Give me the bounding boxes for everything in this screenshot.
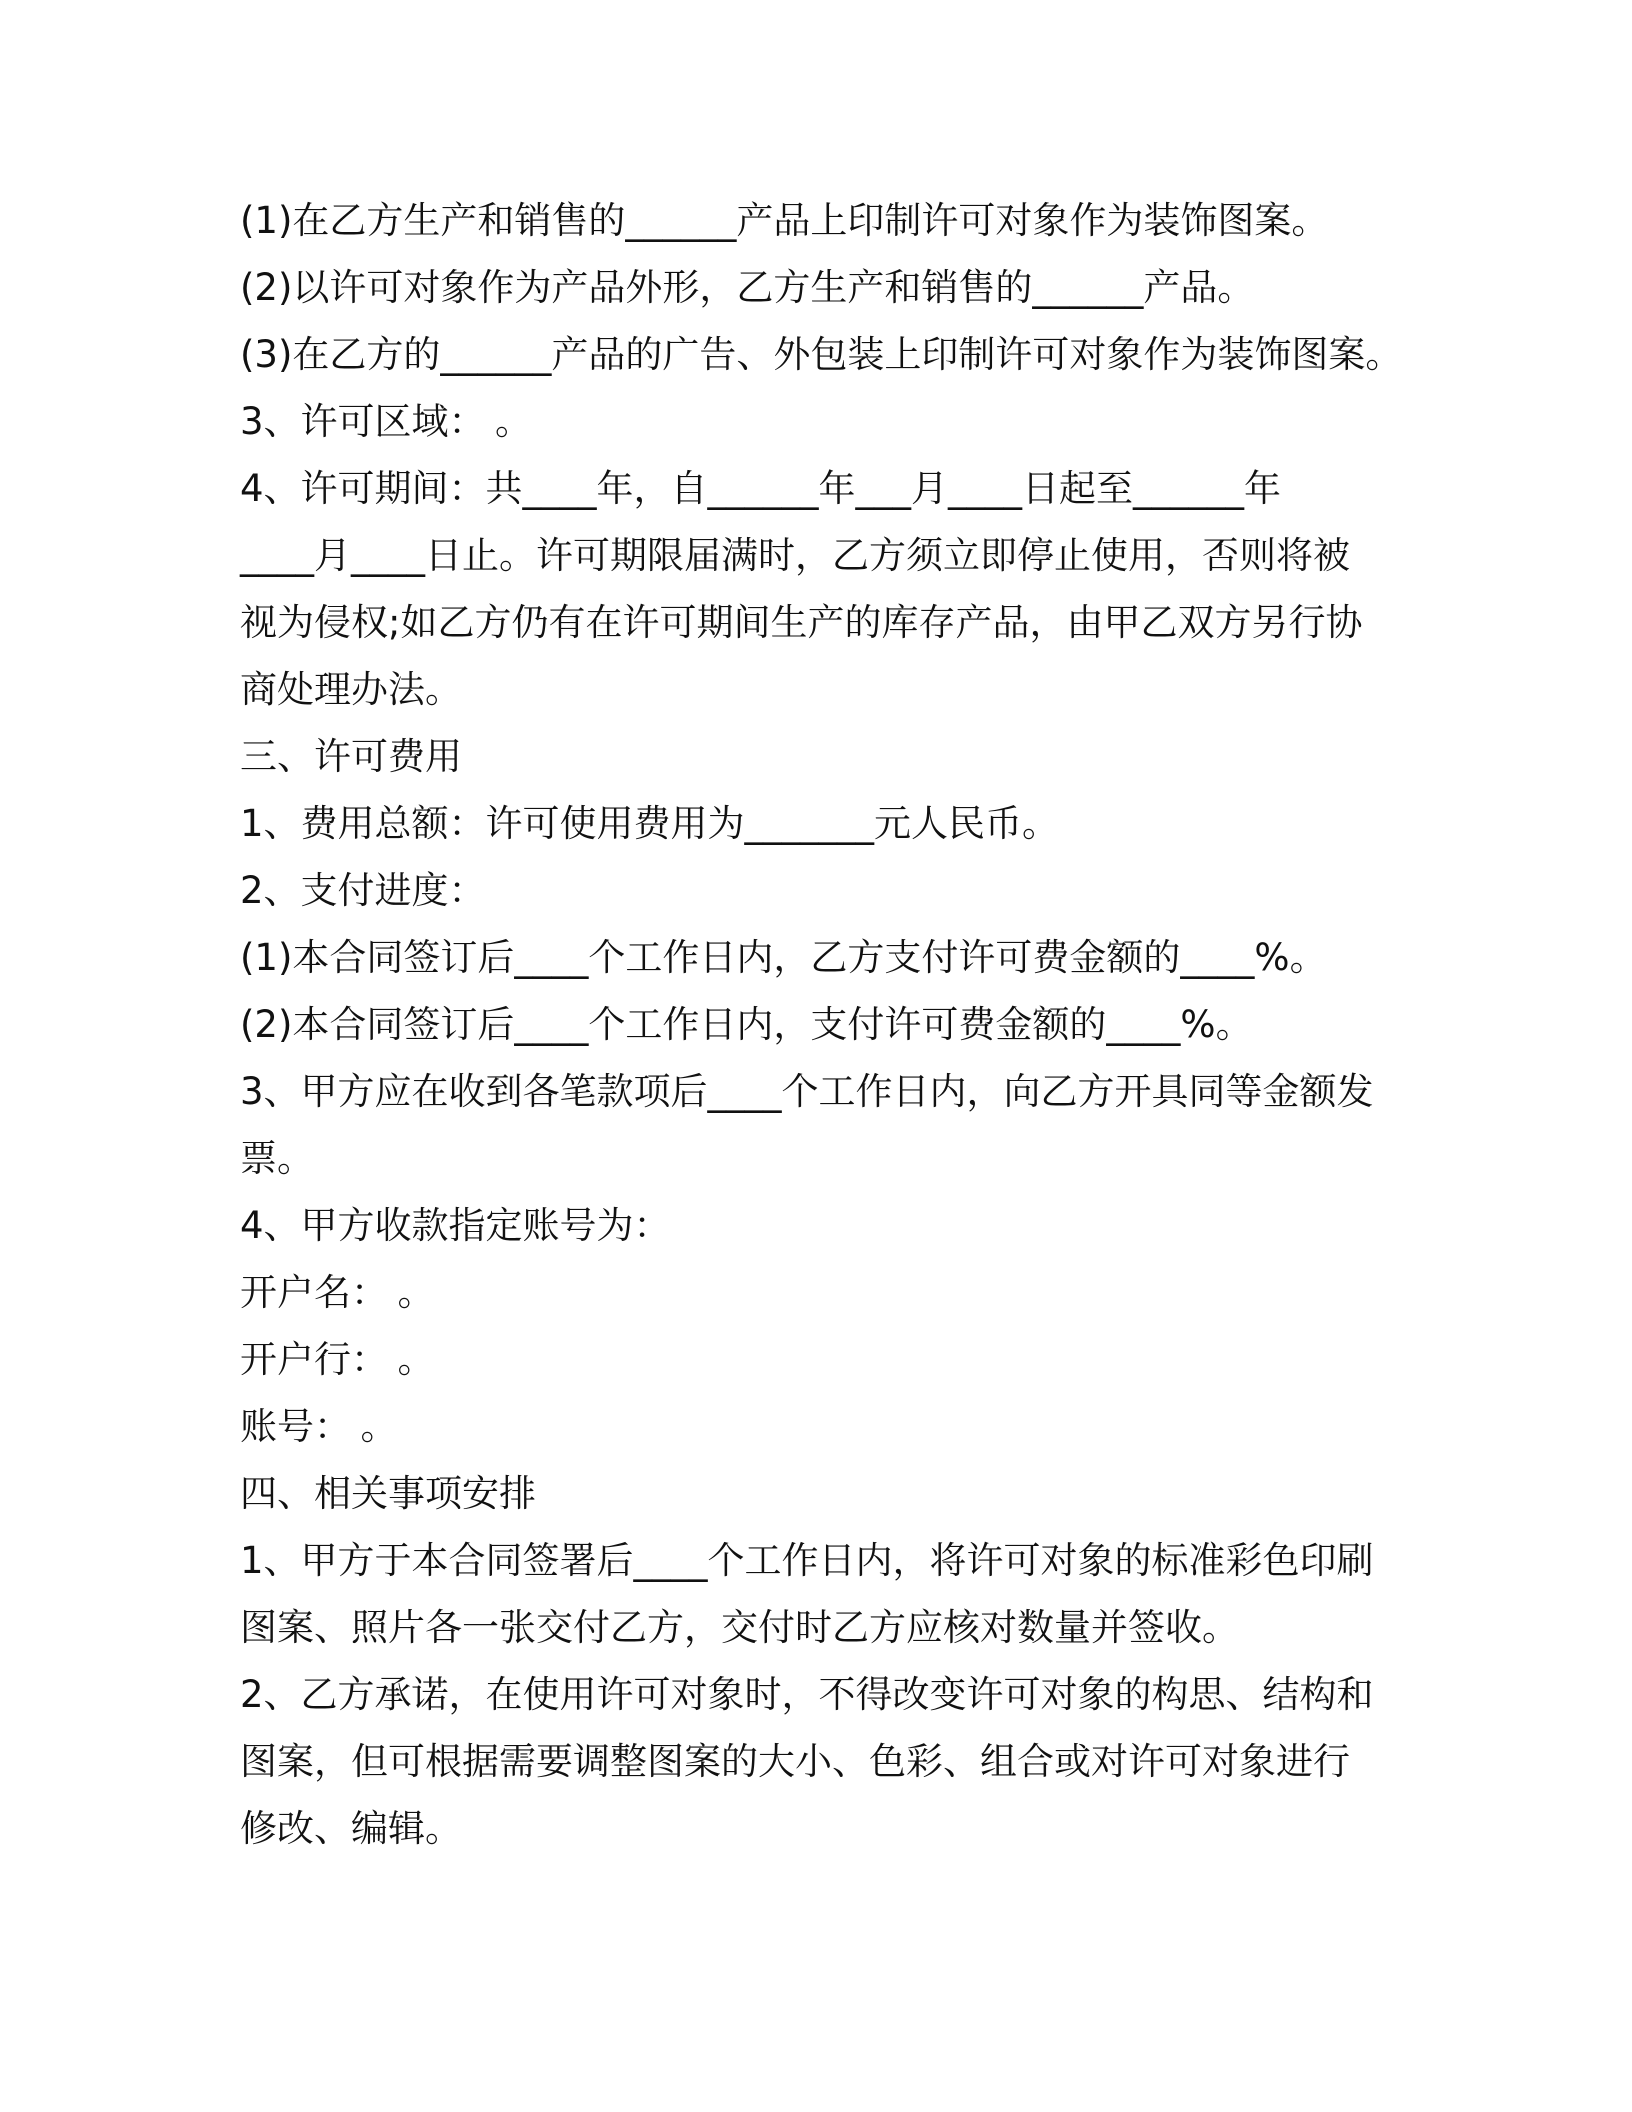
section-heading-fees: [240, 723, 1400, 790]
matters-text: 修改、编辑。: [240, 1807, 462, 1850]
account-name-line: [240, 1259, 1400, 1326]
period-line: [240, 656, 1400, 723]
clause-line: [240, 321, 1403, 388]
period-line: [240, 589, 1400, 656]
account-bank-label: 开户行：: [240, 1338, 370, 1381]
fee-text: 3、甲方应在收到各笔款项后____个工作日内，向乙方开具同等金额发: [240, 1070, 1374, 1113]
fee-line: [240, 1125, 1400, 1192]
heading-text: 三、许可费用: [240, 735, 462, 778]
matters-line: [240, 1594, 1400, 1661]
fee-text: 票。: [240, 1137, 314, 1180]
clause-text: (3)在乙方的______产品的广告、外包装上印制许可对象作为装饰图案。: [240, 333, 1403, 376]
period-line: [240, 455, 1400, 522]
clause-text: (2)以许可对象作为产品外形，乙方生产和销售的______产品。: [240, 266, 1255, 309]
matters-line: [240, 1661, 1400, 1728]
period-line: [240, 522, 1400, 589]
account-number-end: 。: [360, 1405, 398, 1448]
period-text: 4、许可期间：共____年，自______年___月____日起至______年: [240, 467, 1282, 510]
region-line: [240, 388, 1400, 455]
fee-line: [240, 1058, 1400, 1125]
clause-line: [240, 187, 1400, 254]
fee-text: 2、支付进度：: [240, 869, 486, 912]
account-name-label: 开户名：: [240, 1271, 370, 1314]
matters-text: 图案，但可根据需要调整图案的大小、色彩、组合或对许可对象进行: [240, 1740, 1350, 1783]
matters-text: 图案、照片各一张交付乙方，交付时乙方应核对数量并签收。: [240, 1606, 1239, 1649]
fee-text: (2)本合同签订后____个工作日内，支付许可费金额的____%。: [240, 1003, 1253, 1046]
heading-text: 四、相关事项安排: [240, 1472, 536, 1515]
matters-text: 2、乙方承诺，在使用许可对象时，不得改变许可对象的构思、结构和: [240, 1673, 1374, 1716]
account-bank-line: [240, 1326, 1400, 1393]
matters-line: [240, 1795, 1400, 1862]
account-bank-end: 。: [397, 1338, 435, 1381]
fee-line: [240, 1192, 1400, 1259]
matters-line: [240, 1527, 1400, 1594]
region-label: 3、许可区域：: [240, 400, 468, 443]
period-text: 视为侵权;如乙方仍有在许可期间生产的库存产品，由甲乙双方另行协: [240, 601, 1363, 644]
period-text: 商处理办法。: [240, 668, 462, 711]
document-body: [240, 187, 1403, 1862]
period-text: ____月____日止。许可期限届满时，乙方须立即停止使用，否则将被: [240, 534, 1350, 577]
fee-text: 4、甲方收款指定账号为：: [240, 1204, 671, 1247]
matters-line: [240, 1728, 1400, 1795]
fee-text: (1)本合同签订后____个工作日内，乙方支付许可费金额的____%。: [240, 936, 1327, 979]
fee-text: 1、费用总额：许可使用费用为_______元人民币。: [240, 802, 1060, 845]
account-number-label: 账号：: [240, 1405, 333, 1448]
region-end: 。: [495, 400, 533, 443]
section-heading-matters: [240, 1460, 1400, 1527]
clause-text: (1)在乙方生产和销售的______产品上印制许可对象作为装饰图案。: [240, 199, 1329, 242]
fee-line: [240, 991, 1400, 1058]
fee-line: [240, 857, 1400, 924]
matters-text: 1、甲方于本合同签署后____个工作日内，将许可对象的标准彩色印刷: [240, 1539, 1374, 1582]
fee-line: [240, 924, 1400, 991]
account-number-line: [240, 1393, 1400, 1460]
account-name-end: 。: [397, 1271, 435, 1314]
clause-line: [240, 254, 1400, 321]
fee-line: [240, 790, 1400, 857]
